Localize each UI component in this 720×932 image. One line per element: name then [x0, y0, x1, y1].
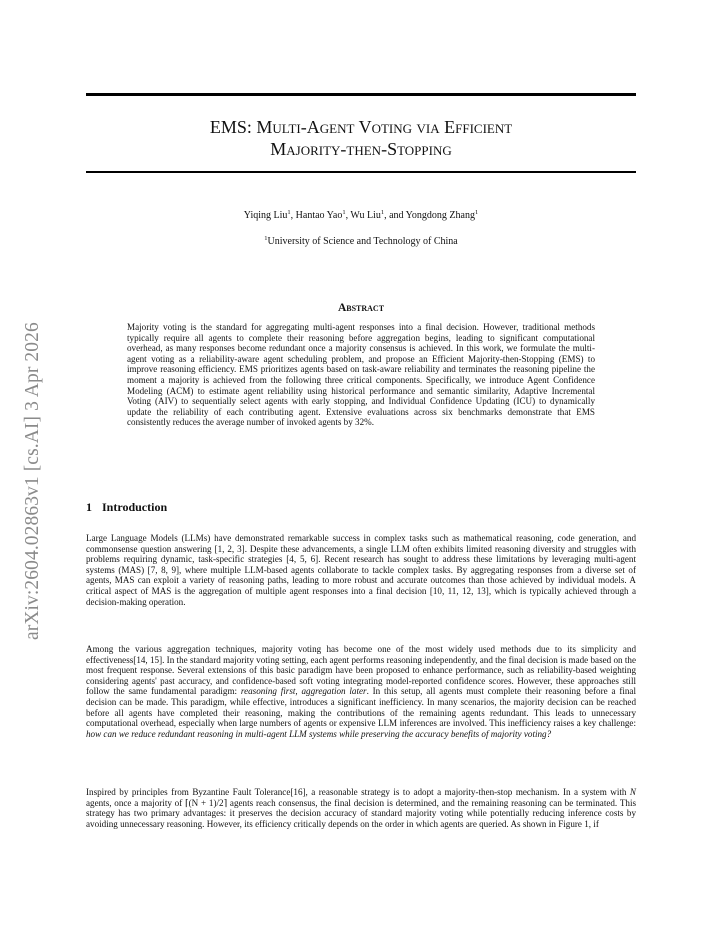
paragraph-text: Inspired by principles from Byzantine Fault Tolerance[16], a reasonable strategy is to adopt a majority-then-stop mechanism. In a system with: [86, 787, 630, 797]
affiliation-mark: 1: [342, 209, 346, 216]
author-separator: ,: [290, 210, 296, 221]
intro-paragraph-1: Large Language Models (LLMs) have demonstrated remarkable success in complex tasks such as mathematical reasoning, code generation, and commonsense question answering [1, 2, 3]. Despite these advancements, a single LLM often exhibits limited reasoning diversity and struggles with problems requiring dynamic, task-specific strategies [4, 5, 6]. Recent research has sought to address these limitations by leveraging multi-agent systems (MAS) [7, 8, 9], where multiple LLM-based agents collaborate to tackle complex tasks. By aggregating responses from a diverse set of agents, MAS can exploit a variety of reasoning paths, leading to more robust and accurate outcomes than those achieved by individual models. A critical aspect of MAS is the aggregation of multiple agent responses into a final decision [10, 11, 12, 13], which is typically achieved through a decision-making operation.: [86, 533, 636, 607]
math-formula: ⌈(N + 1)/2⌉: [185, 797, 228, 808]
author-name: Hantao Yao: [295, 210, 343, 221]
section-heading: [86, 500, 167, 515]
author-list: [86, 210, 636, 221]
affiliation-mark: 1: [474, 209, 479, 216]
intro-paragraph-3: [86, 787, 636, 829]
affiliation-text: University of Science and Technology of China: [267, 236, 458, 247]
title-line-1: EMS: Multi-Agent Voting via Efficient: [209, 117, 513, 137]
author-separator: , and: [384, 210, 406, 221]
emphasis-text: reasoning first, aggregation later: [240, 686, 367, 697]
author-separator: ,: [345, 210, 351, 221]
paragraph-text: Among the various aggregation techniques, majority voting has become one of the most widely used methods due to its simplicity and effectiveness[14, 15]. In the standard majority voting setting, each agent performs reasoning independently, and the final decision is made based on the most frequent response. Several extensions of this basic paradigm have been proposed to enhance performance, such as reliability-based weighting considering agents' past accuracy, and confidence-based soft voting integrating model-reported confidence scores. However, these approaches still follow the same fundamental paradigm:: [86, 644, 636, 697]
paragraph-text: agents reach consensus, the final decision is determined, and the remaining reasoning can be terminated. This strategy has two primary advantages: it preserves the decision accuracy of standard majority voting while potentially reducing inference costs by avoiding unnecessary reasoning. However, its efficiency critically depends on the order in which agents are queried. As shown in Figure 1, if: [86, 797, 637, 829]
paragraph-text: . In this setup, all agents must complete their reasoning before a final decision can be made. This paradigm, while effective, introduces a significant inefficiency. In many scenarios, the majority decision can be reached before all agents have completed their reasoning, making the contributions of the remaining agents redundant. This leads to unnecessary computational overhead, especially when large numbers of agents or expensive LLM inferences are involved. This inefficiency raises a key challenge:: [86, 686, 636, 729]
math-variable: N: [629, 787, 636, 797]
author-name: Yongdong Zhang: [405, 210, 475, 221]
section-number: 1: [86, 500, 92, 514]
affiliation-mark: 1: [264, 235, 268, 242]
abstract-body: Majority voting is the standard for aggregating multi-agent responses into a final decision. However, traditional methods typically require all agents to complete their reasoning before aggregation begins, leading to significant computational overhead, as many responses become redundant once a majority consensus is achieved. In this work, we formulate the multi-agent voting as a reliability-aware agent scheduling problem, and propose an Efficient Majority-then-Stopping (EMS) to improve reasoning efficiency. EMS prioritizes agents based on task-aware reliability and terminates the reasoning pipeline the moment a majority is achieved from the following three critical components. Specifically, we introduce Agent Confidence Modeling (ACM) to estimate agent reliability using historical performance and semantic similarity, Adaptive Incremental Voting (AIV) to sequentially select agents with early stopping, and Individual Confidence Updating (ICU) to dynamically update the reliability of each contributing agent. Extensive evaluations across six benchmarks demonstrate that EMS consistently reduces the average number of invoked agents by 32%.: [127, 322, 595, 428]
affiliation: [86, 236, 636, 247]
abstract-heading: Abstract: [337, 302, 385, 314]
title-bottom-rule: [86, 171, 636, 173]
intro-paragraph-2: [86, 644, 636, 739]
author-name: Yiqing Liu: [243, 210, 288, 221]
arxiv-sidebar-stamp: arXiv:2604.02863v1 [cs.AI] 3 Apr 2026: [22, 322, 43, 640]
title-line-2: Majority-then-Stopping: [270, 139, 452, 159]
paragraph-text: agents, once a majority of: [86, 797, 186, 808]
title-top-rule: [86, 93, 636, 96]
affiliation-mark: 1: [287, 209, 291, 216]
author-name: Wu Liu: [350, 210, 381, 221]
paper-title: [86, 116, 636, 160]
section-title: Introduction: [102, 500, 168, 514]
affiliation-mark: 1: [380, 209, 385, 216]
emphasis-text: how can we reduce redundant reasoning in multi-agent LLM systems while preserving the accuracy benefits of majority voting?: [86, 728, 552, 739]
